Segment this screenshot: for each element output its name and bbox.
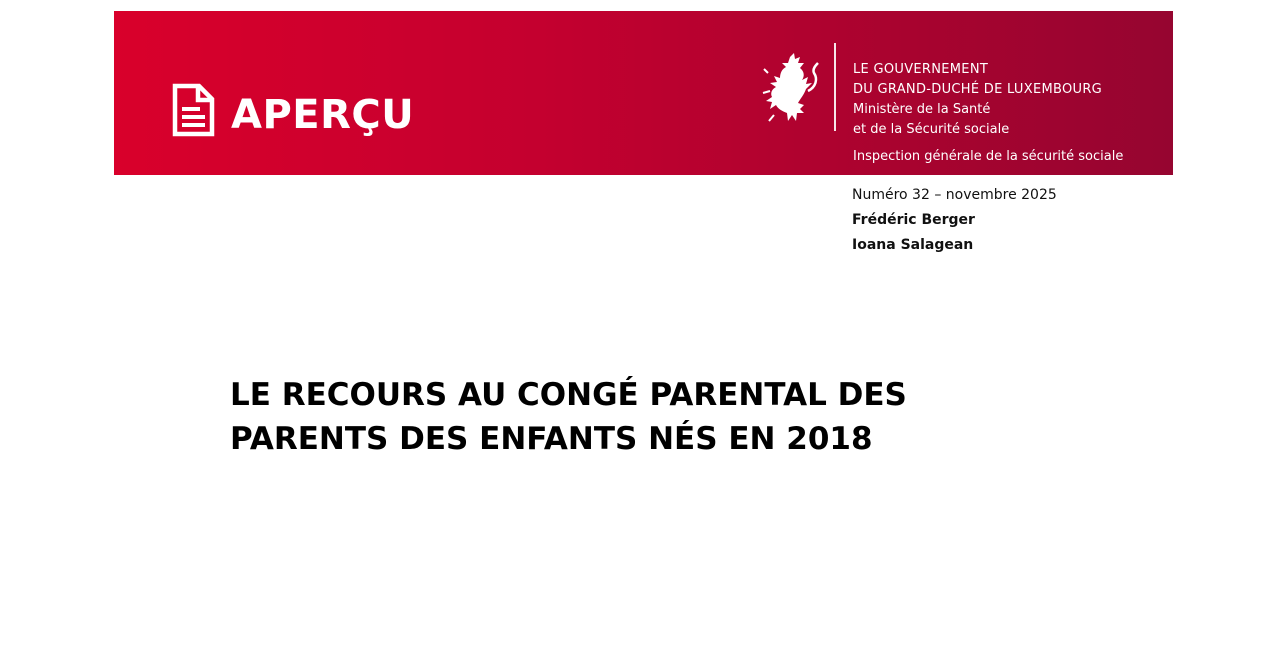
header-banner (114, 11, 1173, 175)
ministry-line-1: Ministère de la Santé (853, 102, 991, 117)
apercu-heading: APERÇU (231, 92, 415, 138)
author-name: Frédéric Berger (852, 212, 975, 228)
author-name: Ioana Salagean (852, 237, 974, 253)
ministry-line-2: et de la Sécurité sociale (853, 122, 1010, 137)
title-line-1: LE RECOURS AU CONGÉ PARENTAL DES (230, 377, 907, 413)
government-logo-text (853, 60, 1102, 140)
document-title (230, 373, 990, 461)
issue-number: Numéro 32 – novembre 2025 (852, 187, 1057, 203)
department-name: Inspection générale de la sécurité sociale (853, 149, 1124, 164)
logo-divider (834, 43, 836, 131)
government-line-1: LE GOUVERNEMENT (853, 62, 989, 77)
government-line-2: DU GRAND-DUCHÉ DE LUXEMBOURG (853, 82, 1103, 97)
document-icon (171, 83, 215, 137)
red-lion-icon (760, 51, 820, 125)
title-line-2: PARENTS DES ENFANTS NÉS EN 2018 (230, 421, 873, 457)
publication-meta (852, 184, 1057, 259)
